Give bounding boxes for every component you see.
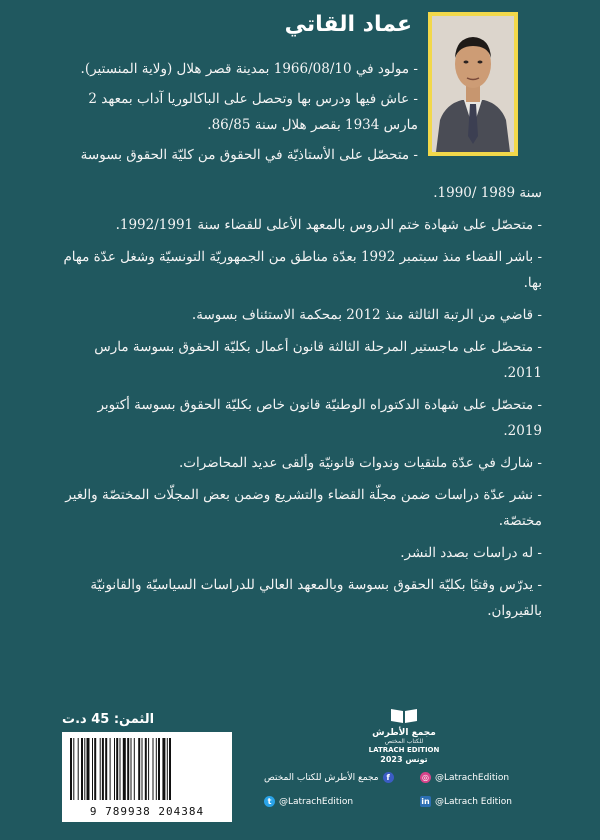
barcode-bar xyxy=(110,738,111,800)
book-icon xyxy=(389,706,419,724)
isbn-number: 9 789938 204384 xyxy=(89,805,205,818)
portrait-illustration xyxy=(432,16,514,152)
barcode-bars xyxy=(68,738,226,800)
barcode-bar xyxy=(123,738,126,800)
price-label: الثمن: 45 د.ت xyxy=(62,712,155,727)
barcode-bar xyxy=(105,738,107,800)
twitter-link[interactable] xyxy=(264,796,353,807)
facebook-link[interactable] xyxy=(264,772,394,783)
bio-line: - مولود في 1966/08/10 بمدينة قصر هلال (ولاية المنستير). xyxy=(80,61,418,77)
barcode-bar xyxy=(169,738,171,800)
twitter-handle: @LatrachEdition xyxy=(279,796,354,807)
bio-line: - شارك في عدّة ملتقيات وندوات قانونيّة وألقى عديد المحاضرات. xyxy=(179,455,542,471)
publisher-logo xyxy=(356,706,452,764)
barcode-bar xyxy=(158,738,160,800)
barcode-bar xyxy=(84,738,85,800)
author-photo xyxy=(428,12,518,156)
linkedin-icon: in xyxy=(421,797,430,806)
barcode-bar xyxy=(87,738,90,800)
barcode-bar xyxy=(73,738,74,800)
barcode-bar xyxy=(100,738,101,800)
barcode-bar xyxy=(148,738,149,800)
barcode-bar xyxy=(142,738,143,800)
author-name: عماد القاتي xyxy=(284,12,412,37)
barcode-bar xyxy=(78,738,79,800)
instagram-link[interactable] xyxy=(420,772,509,783)
linkedin-link[interactable] xyxy=(420,796,512,807)
barcode-bar xyxy=(81,738,83,800)
barcode-bar xyxy=(134,738,135,800)
bio-line: - له دراسات بصدد النشر. xyxy=(400,545,542,561)
bio-line: - متحصّل على شهادة ختم الدروس بالمعهد الأعلى للقضاء سنة 1992/1991. xyxy=(115,217,542,233)
bio-line: سنة 1989 /1990. xyxy=(433,185,542,201)
publisher-name: مجمع الأطرش xyxy=(372,728,436,738)
barcode-bar xyxy=(156,738,157,800)
barcode-bar xyxy=(167,738,168,800)
barcode-bar xyxy=(114,738,115,800)
bio-line: - قاضي من الرتبة الثالثة منذ 2012 بمحكمة الاستئناف بسوسة. xyxy=(191,307,542,323)
social-links xyxy=(264,770,584,814)
instagram-handle: @LatrachEdition xyxy=(435,772,510,783)
bio-line: - يدرّس وقتيًا بكليّة الحقوق بسوسة وبالمعهد العالي للدراسات السياسيّة والقانونيّة بالقيروان. xyxy=(90,577,542,619)
bio-upper xyxy=(58,56,418,172)
facebook-icon: f xyxy=(383,772,394,783)
barcode-bar xyxy=(145,738,147,800)
barcode-bar xyxy=(131,738,132,800)
linkedin-handle: @Latrach Edition xyxy=(435,796,512,807)
publisher-tagline: للكتاب المختص xyxy=(384,738,424,745)
bio-lower xyxy=(58,180,542,630)
barcode xyxy=(62,732,232,822)
barcode-bar xyxy=(127,738,129,800)
barcode-bar xyxy=(70,738,72,800)
bio-line: - متحصّل على الأستاذيّة في الحقوق من كليّة الحقوق بسوسة xyxy=(80,147,418,163)
barcode-bar xyxy=(162,738,165,800)
twitter-icon: t xyxy=(264,796,275,807)
barcode-bar xyxy=(94,738,96,800)
publisher-latin-name: LATRACH EDITION xyxy=(368,746,440,754)
barcode-bar xyxy=(153,738,154,800)
barcode-bar xyxy=(138,738,140,800)
barcode-bar xyxy=(92,738,93,800)
bio-line: - عاش فيها ودرس بها وتحصل على الباكالوريا آداب بمعهد 2 مارس 1934 بقصر هلال سنة 86/85. xyxy=(88,91,418,133)
bio-line: - نشر عدّة دراسات ضمن مجلّة القضاء والتشريع وضمن بعض المجلّات المختصّة والغير مختصّة. xyxy=(65,487,542,529)
publisher-city-year: تونس 2023 xyxy=(380,755,428,764)
barcode-bar xyxy=(102,738,104,800)
barcode-bar xyxy=(116,738,118,800)
barcode-bar xyxy=(120,738,121,800)
bio-line: - باشر القضاء منذ سبتمبر 1992 بعدّة مناطق من الجمهوريّة التونسيّة وشغل عدّة مهام بها. xyxy=(63,249,542,291)
instagram-icon: ◎ xyxy=(420,772,431,783)
bio-line: - متحصّل على شهادة الدكتوراه الوطنيّة قانون خاص بكليّة الحقوق بسوسة أكتوبر 2019. xyxy=(97,397,542,439)
bio-line: - متحصّل على ماجستير المرحلة الثالثة قانون أعمال بكليّة الحقوق بسوسة مارس 2011. xyxy=(94,339,542,381)
facebook-handle: مجمع الأطرش للكتاب المختص xyxy=(264,772,379,783)
author-portrait-image xyxy=(432,16,514,152)
